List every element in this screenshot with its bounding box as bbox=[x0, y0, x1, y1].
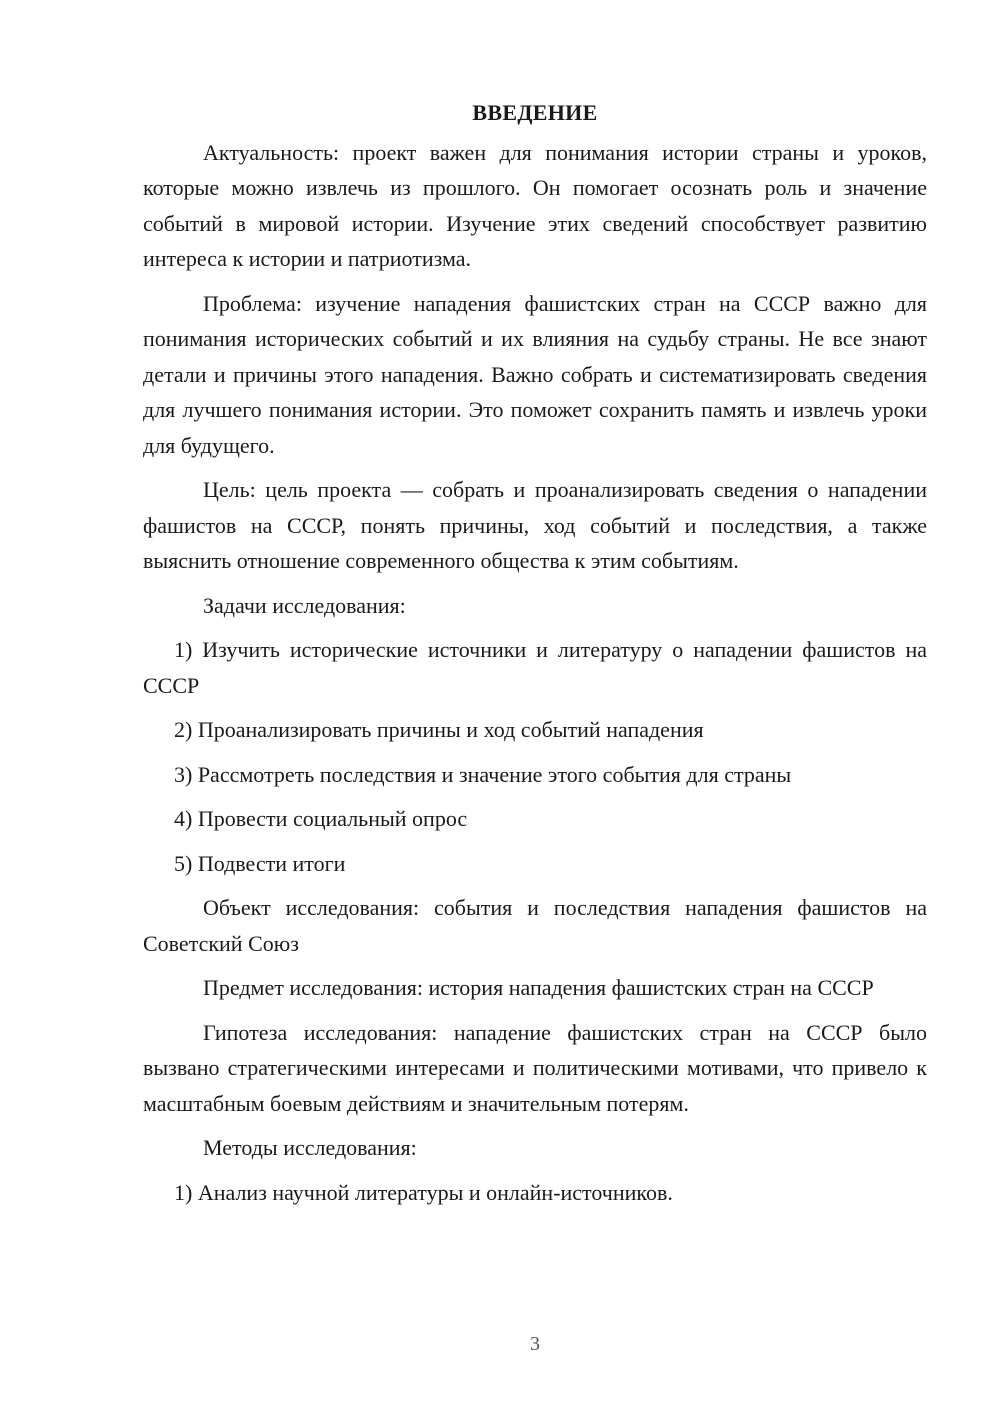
relevance-paragraph: Актуальность: проект важен для понимания истории страны и уроков, которые можно извлечь из прошлого. Он помогает осознать роль и значение событий в мировой истории. Изучение этих сведений способствует развитию интереса к истории и патриотизма. bbox=[143, 139, 927, 271]
page-number: 3 bbox=[530, 1333, 540, 1355]
task-item-5: 5) Подвести итоги bbox=[174, 850, 346, 876]
tasks-title: Задачи исследования: bbox=[203, 592, 406, 618]
object-paragraph: Объект исследования: события и последствия нападения фашистов на Советский Союз bbox=[143, 895, 927, 956]
task-item-2: 2) Проанализировать причины и ход событий нападения bbox=[174, 717, 704, 742]
methods-title: Методы исследования: bbox=[203, 1135, 417, 1160]
goal-paragraph: Цель: цель проекта — собрать и проанализировать сведения о нападении фашистов на СССР, понять причины, ход событий и последствия, а также выяснить отношение современного общества к этим событиям. bbox=[143, 477, 927, 573]
hypothesis-paragraph: Гипотеза исследования: нападение фашистских стран на СССР было вызвано стратегическими интересами и политическими мотивами, что привело к масштабным боевым действиям и значительным потерям. bbox=[143, 1019, 927, 1116]
problem-paragraph: Проблема: изучение нападения фашистских стран на СССР важно для понимания исторических событий и их влияния на судьбу страны. Не все знают детали и причины этого нападения. Важно собрать и систематизировать сведения для лучшего понимания истории. Это поможет сохранить память и извлечь уроки для будущего. bbox=[143, 290, 927, 458]
method-item-1: 1) Анализ научной литературы и онлайн-источников. bbox=[174, 1179, 673, 1205]
task-item-4: 4) Провести социальный опрос bbox=[174, 806, 468, 831]
task-item-1: 1) Изучить исторические источники и литературу о нападении фашистов на СССР bbox=[143, 637, 927, 698]
section-heading: ВВЕДЕНИЕ bbox=[472, 100, 598, 125]
subject-paragraph: Предмет исследования: история нападения фашистских стран на СССР bbox=[203, 975, 874, 1000]
document-page bbox=[143, 95, 927, 1219]
task-item-3: 3) Рассмотреть последствия и значение этого события для страны bbox=[174, 761, 792, 787]
